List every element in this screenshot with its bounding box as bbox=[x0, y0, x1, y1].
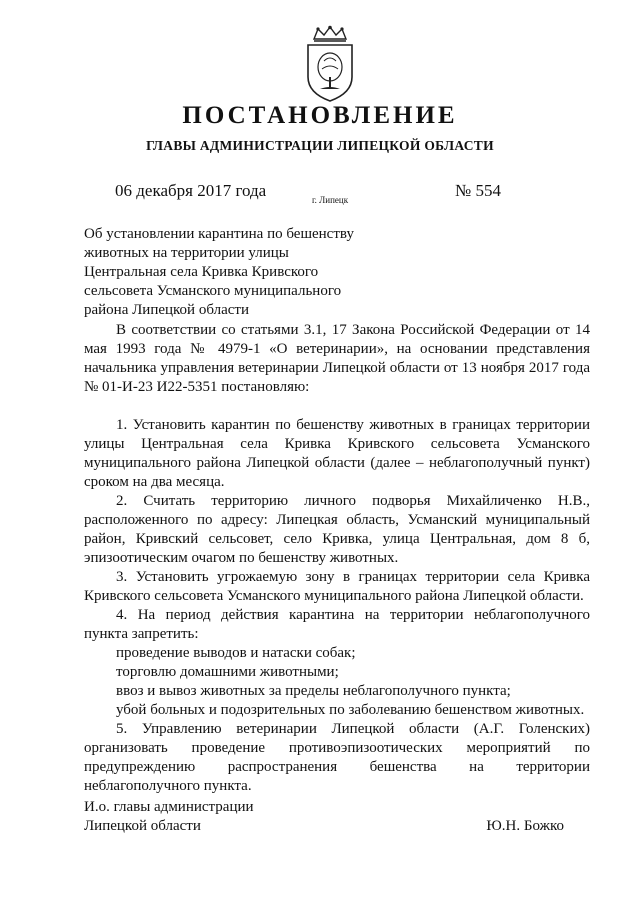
item-3-paragraph: 3. Установить угрожаемую зону в границах территории села Кривка Кривского сельсовета Усманского муниципального района Липецкой области. bbox=[84, 569, 590, 604]
prohibition-line: ввоз и вывоз животных за пределы неблагополучного пункта; bbox=[116, 683, 511, 699]
coat-of-arms-icon bbox=[300, 25, 360, 103]
signatory-name: Ю.Н. Божко bbox=[486, 818, 564, 834]
subject-line: животных на территории улицы bbox=[84, 245, 289, 261]
subject-line: Об установлении карантина по бешенству bbox=[84, 226, 354, 242]
item-1-paragraph: 1. Установить карантин по бешенству животных в границах территории улицы Центральная села Кривка Кривского сельсовета Усманского муниципального района Липецкой области (далее – неблагополучный пункт) сроком на два месяца. bbox=[84, 417, 590, 490]
subject-line: Центральная села Кривка Кривского bbox=[84, 264, 319, 280]
document-date: 06 декабря 2017 года bbox=[115, 181, 267, 200]
signatory-region: Липецкой области bbox=[84, 818, 201, 834]
prohibition-line: убой больных и подозрительных по заболеванию бешенством животных. bbox=[116, 702, 585, 718]
item-5-paragraph: 5. Управлению ветеринарии Липецкой области (А.Г. Голенских) организовать проведение противоэпизоотических мероприятий по предупреждению распространения бешенства на территории неблагополучного пункта. bbox=[84, 721, 590, 794]
signature-block bbox=[84, 798, 564, 836]
document-subject bbox=[84, 225, 394, 320]
subject-line: сельсовета Усманского муниципального bbox=[84, 283, 342, 299]
prohibition-line: проведение выводов и натаски собак; bbox=[116, 645, 356, 661]
signatory-position: И.о. главы администрации bbox=[84, 799, 254, 815]
prohibition-line: торговлю домашними животными; bbox=[116, 664, 339, 680]
document-subtitle: ГЛАВЫ АДМИНИСТРАЦИИ ЛИПЕЦКОЙ ОБЛАСТИ bbox=[146, 138, 494, 153]
preamble-paragraph: В соответствии со статьями 3.1, 17 Закона Российской Федерации от 14 мая 1993 года № 4979-1 «О ветеринарии», на основании представления начальника управления ветеринарии Липецкой области от 13 ноября 2017 года № 01-И-23 И22-5351 постановляю: bbox=[84, 322, 590, 395]
item-4-paragraph: 4. На период действия карантина на территории неблагополучного пункта запретить: bbox=[84, 607, 590, 642]
document-city: г. Липецк bbox=[312, 195, 349, 205]
subject-line: района Липецкой области bbox=[84, 302, 249, 318]
document-body bbox=[84, 321, 590, 796]
document-number: № 554 bbox=[455, 181, 501, 200]
document-title: ПОСТАНОВЛЕНИЕ bbox=[182, 102, 458, 129]
item-2-paragraph: 2. Считать территорию личного подворья Михайличенко Н.В., расположенного по адресу: Липецкая область, Усманский муниципальный район, Кривский сельсовет, село Кривка, улица Центральная, дом 8 б, эпизоотическим очагом по бешенству животных. bbox=[84, 493, 590, 566]
